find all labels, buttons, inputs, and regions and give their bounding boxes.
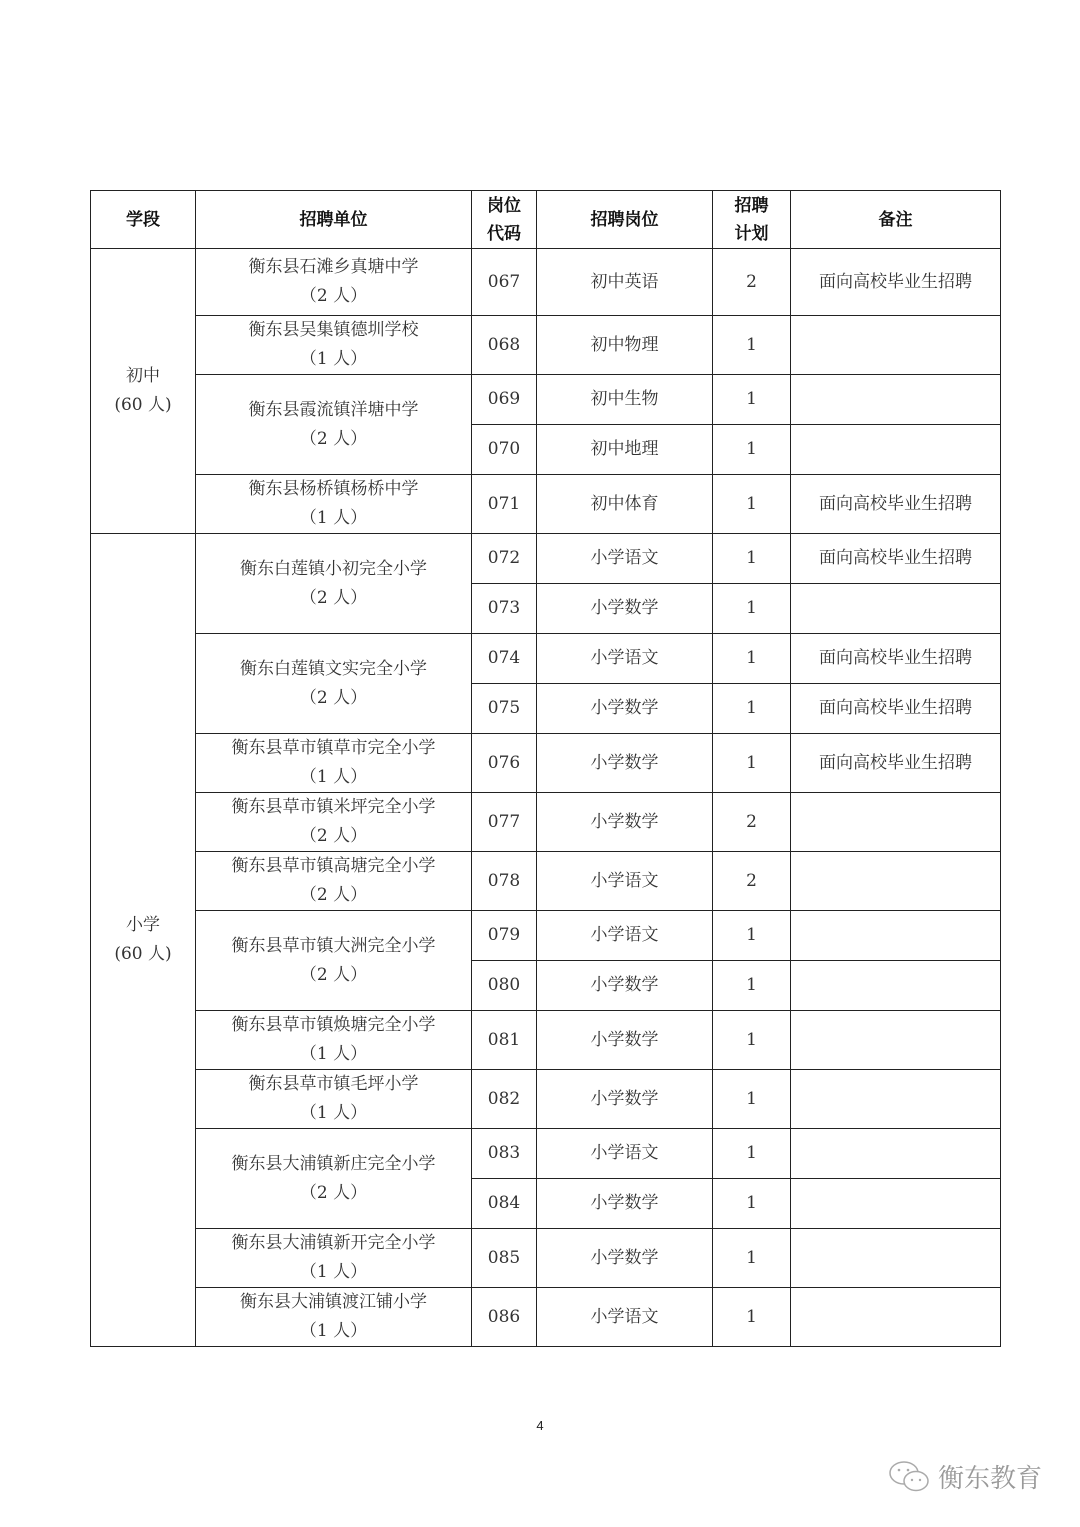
watermark-text: 衡东教育 [938,1464,1043,1494]
table-row [91,249,1001,316]
post-cell: 初中体育 [537,475,713,534]
plan-cell: 1 [713,1179,791,1229]
header-stage: 学段 [91,191,196,249]
post-cell: 小学数学 [537,584,713,634]
header-row [91,191,1001,249]
post-cell: 小学数学 [537,1070,713,1129]
unit-name: 衡东县大浦镇渡江铺小学 [240,1292,427,1312]
unit-count: （2 人） [299,428,368,449]
code-cell: 079 [472,911,537,961]
note-cell [791,1129,1001,1179]
post-cell: 小学数学 [537,793,713,852]
unit-count: （2 人） [299,964,368,985]
code-cell: 069 [472,375,537,425]
code-cell: 081 [472,1011,537,1070]
note-cell: 面向高校毕业生招聘 [791,475,1001,534]
plan-cell: 1 [713,425,791,475]
stage-count: (60 人) [114,944,172,964]
table-row [91,534,1001,584]
unit-name: 衡东县霞流镇洋塘中学 [248,399,419,420]
code-cell: 083 [472,1129,537,1179]
post-cell: 小学数学 [537,1011,713,1070]
plan-cell: 1 [713,734,791,793]
unit-count: （1 人） [299,1103,368,1123]
post-cell: 小学数学 [537,684,713,734]
unit-count: （2 人） [299,587,368,608]
unit-name: 衡东县草市镇草市完全小学 [231,738,436,758]
code-cell: 078 [472,852,537,911]
unit-name: 衡东白莲镇小初完全小学 [240,558,427,579]
post-cell: 小学数学 [537,734,713,793]
wechat-icon [888,1459,932,1495]
table-row [91,793,1001,852]
watermark [888,1458,1042,1495]
stage-cell [91,534,196,1347]
unit-name: 衡东县大浦镇新庄完全小学 [231,1153,436,1174]
plan-cell: 1 [713,961,791,1011]
unit-count: （1 人） [299,1044,368,1064]
unit-name: 衡东县石滩乡真塘中学 [248,257,419,277]
note-cell: 面向高校毕业生招聘 [791,534,1001,584]
stage-label: 初中 [126,366,160,386]
code-cell: 075 [472,684,537,734]
table-row [91,911,1001,961]
post-cell: 小学语文 [537,534,713,584]
unit-cell [196,634,472,734]
unit-cell [196,249,472,316]
note-cell: 面向高校毕业生招聘 [791,684,1001,734]
plan-cell: 1 [713,1070,791,1129]
header-note: 备注 [791,191,1001,249]
post-cell: 初中物理 [537,316,713,375]
unit-name: 衡东县草市镇焕塘完全小学 [231,1015,436,1035]
unit-cell [196,734,472,793]
table-row [91,1229,1001,1288]
unit-cell [196,911,472,1011]
unit-count: （1 人） [299,349,368,369]
plan-cell: 1 [713,584,791,634]
table-row [91,1011,1001,1070]
unit-count: （1 人） [299,1262,368,1282]
code-cell: 084 [472,1179,537,1229]
unit-count: （2 人） [299,885,368,905]
code-cell: 071 [472,475,537,534]
post-cell: 小学语文 [537,634,713,684]
unit-name: 衡东县吴集镇德圳学校 [248,320,419,340]
plan-cell: 1 [713,1129,791,1179]
note-cell [791,316,1001,375]
unit-count: （2 人） [299,687,368,708]
unit-cell [196,1011,472,1070]
note-cell [791,584,1001,634]
note-cell [791,1229,1001,1288]
unit-count: （1 人） [299,1321,368,1341]
plan-cell: 2 [713,793,791,852]
note-cell [791,1011,1001,1070]
plan-cell: 2 [713,852,791,911]
table-row [91,634,1001,684]
code-cell: 072 [472,534,537,584]
post-cell: 小学数学 [537,1229,713,1288]
code-cell: 067 [472,249,537,316]
unit-cell [196,793,472,852]
plan-cell: 1 [713,316,791,375]
unit-cell [196,852,472,911]
note-cell [791,1070,1001,1129]
stage-cell [91,249,196,534]
unit-name: 衡东县杨桥镇杨桥中学 [248,479,419,499]
code-cell: 074 [472,634,537,684]
note-cell [791,852,1001,911]
plan-cell: 1 [713,634,791,684]
plan-cell: 1 [713,911,791,961]
post-cell: 初中英语 [537,249,713,316]
header-code: 岗位代码 [472,191,537,249]
note-cell [791,425,1001,475]
plan-cell: 1 [713,534,791,584]
post-cell: 小学数学 [537,961,713,1011]
plan-cell: 1 [713,1011,791,1070]
stage-label: 小学 [126,915,160,935]
plan-cell: 1 [713,684,791,734]
table-row [91,1070,1001,1129]
post-cell: 小学语文 [537,1129,713,1179]
post-cell: 初中生物 [537,375,713,425]
unit-name: 衡东县草市镇米坪完全小学 [231,797,436,817]
code-cell: 085 [472,1229,537,1288]
unit-cell [196,375,472,475]
code-cell: 070 [472,425,537,475]
post-cell: 小学语文 [537,852,713,911]
table-row [91,852,1001,911]
unit-name: 衡东白莲镇文实完全小学 [240,658,427,679]
table-row [91,1129,1001,1179]
table-row [91,1288,1001,1347]
note-cell [791,1179,1001,1229]
code-cell: 073 [472,584,537,634]
post-cell: 初中地理 [537,425,713,475]
unit-count: （2 人） [299,826,368,846]
post-cell: 小学语文 [537,911,713,961]
unit-count: （1 人） [299,767,368,787]
note-cell [791,375,1001,425]
unit-count: （2 人） [299,286,368,306]
unit-cell [196,1070,472,1129]
code-cell: 086 [472,1288,537,1347]
unit-cell [196,1129,472,1229]
note-cell [791,1288,1001,1347]
note-cell [791,793,1001,852]
stage-count: (60 人) [114,395,172,415]
note-cell: 面向高校毕业生招聘 [791,249,1001,316]
plan-cell: 1 [713,1229,791,1288]
unit-cell [196,316,472,375]
unit-name: 衡东县大浦镇新开完全小学 [231,1233,436,1253]
code-cell: 080 [472,961,537,1011]
page-number: 4 [536,1418,544,1433]
note-cell: 面向高校毕业生招聘 [791,734,1001,793]
note-cell [791,961,1001,1011]
unit-cell [196,1229,472,1288]
plan-cell: 2 [713,249,791,316]
plan-cell: 1 [713,375,791,425]
table-row [91,375,1001,425]
unit-cell [196,475,472,534]
code-cell: 076 [472,734,537,793]
code-cell: 082 [472,1070,537,1129]
plan-cell: 1 [713,1288,791,1347]
note-cell [791,911,1001,961]
table-row [91,316,1001,375]
plan-cell: 1 [713,475,791,534]
header-plan: 招聘计划 [713,191,791,249]
header-unit: 招聘单位 [196,191,472,249]
table-row [91,475,1001,534]
code-cell: 077 [472,793,537,852]
table-row [91,734,1001,793]
unit-cell [196,1288,472,1347]
post-cell: 小学数学 [537,1179,713,1229]
code-cell: 068 [472,316,537,375]
unit-name: 衡东县草市镇高塘完全小学 [231,856,436,876]
header-post: 招聘岗位 [537,191,713,249]
note-cell: 面向高校毕业生招聘 [791,634,1001,684]
unit-name: 衡东县草市镇毛坪小学 [248,1074,419,1094]
unit-count: （1 人） [299,508,368,528]
post-cell: 小学语文 [537,1288,713,1347]
recruitment-table [90,190,1001,1347]
unit-name: 衡东县草市镇大洲完全小学 [231,935,436,956]
unit-cell [196,534,472,634]
unit-count: （2 人） [299,1182,368,1203]
